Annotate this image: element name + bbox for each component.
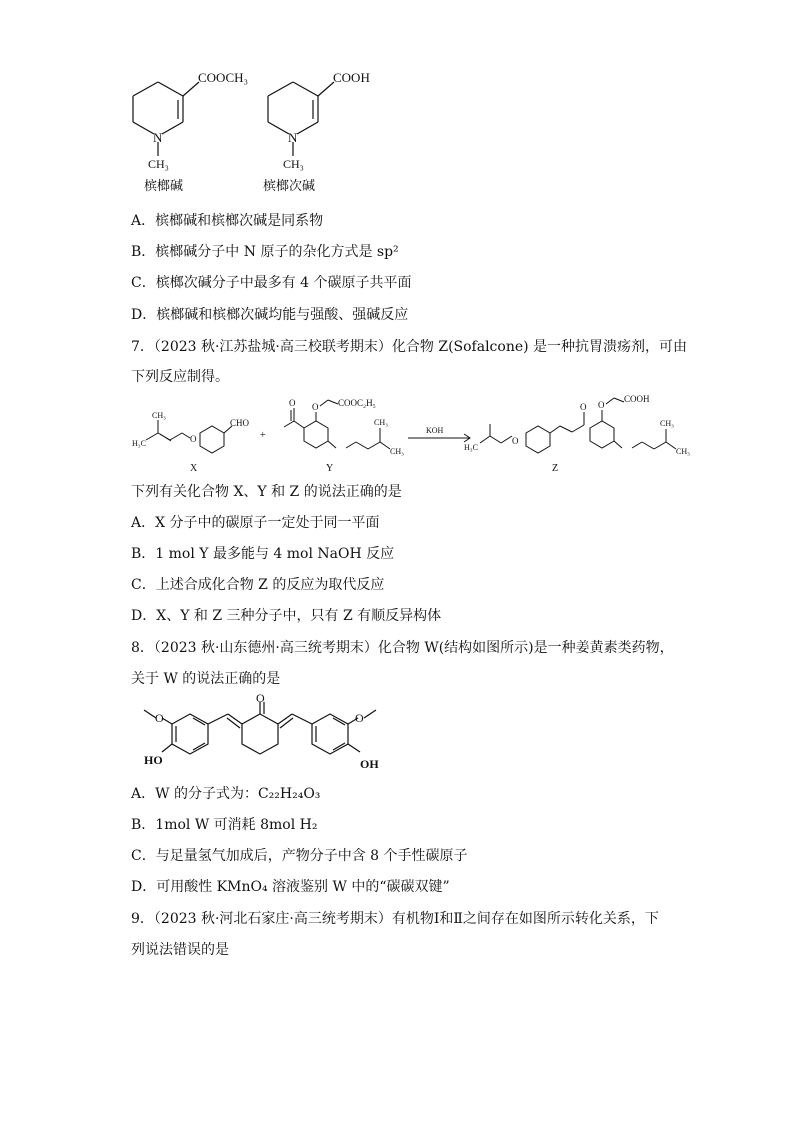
w-right-hydroxyl: OH	[360, 757, 379, 771]
y-ketone-oxygen: O	[289, 398, 296, 408]
z-h3c-label: H₃C	[464, 443, 478, 452]
q9-stem-line2: 列说法错误的是	[131, 942, 229, 958]
x-h3c-label: H₃C	[132, 439, 146, 448]
w-right-methoxy-oxygen: O	[355, 711, 364, 725]
w-left-methoxy-oxygen: O	[155, 711, 164, 725]
reaction-scheme	[128, 388, 698, 478]
z-ether-oxygen-top: O	[598, 400, 605, 410]
w-left-hydroxyl: HO	[144, 753, 163, 767]
arecaidine-acid-group: COOH	[333, 70, 370, 85]
q6-option-c: C．槟榔次碱分子中最多有 4 个碳原子共平面	[131, 275, 412, 291]
z-acid-group: COOH	[624, 394, 650, 404]
arecoline-ester-group: COOCH₃	[198, 70, 249, 85]
q8-option-c: C．与足量氢气加成后，产物分子中含 8 个手性碳原子	[131, 848, 468, 864]
z-compound-label: Z	[552, 463, 559, 474]
arecoline-structure	[120, 60, 400, 200]
q7-option-a: A．X 分子中的碳原子一定处于同一平面	[131, 515, 380, 531]
arecaidine-nitrogen: N	[288, 130, 298, 145]
q6-option-a: A．槟榔碱和槟榔次碱是同系物	[131, 213, 324, 229]
arecaidine-methyl: CH₃	[283, 157, 304, 171]
q7-question: 下列有关化合物 X、Y 和 Z 的说法正确的是	[131, 484, 402, 500]
q7-option-b: B．1 mol Y 最多能与 4 mol NaOH 反应	[131, 546, 395, 562]
x-oxygen-label: O	[190, 434, 197, 444]
q7-option-c: C．上述合成化合物 Z 的反应为取代反应	[131, 577, 385, 593]
y-ch3-top: CH₃	[374, 418, 388, 427]
q7-option-d: D．X、Y 和 Z 三种分子中，只有 Z 有顺反异构体	[131, 608, 442, 624]
q9-stem-line1: 9．（2023 秋·河北石家庄·高三统考期末）有机物Ⅰ和Ⅱ之间存在如图所示转化关系，下	[131, 911, 659, 927]
q8-stem-line1: 8．（2023 秋·山东德州·高三统考期末）化合物 W(结构如图所示)是一种姜黄素类药物，	[131, 640, 674, 656]
arecoline-nitrogen: N	[153, 130, 163, 145]
arecaidine-name: 槟榔次碱	[263, 178, 316, 193]
arecoline-name: 槟榔碱	[144, 178, 184, 193]
x-compound-label: X	[190, 463, 198, 474]
arecoline-methyl: CH₃	[148, 157, 169, 171]
q8-option-a: A．W 的分子式为：C₂₂H₂₄O₃	[131, 786, 321, 802]
x-ch3-label: CH₃	[152, 411, 166, 420]
q8-stem-line2: 关于 W 的说法正确的是	[131, 671, 281, 687]
y-ch3-bottom: CH₃	[390, 447, 404, 456]
z-ether-oxygen-left: O	[512, 436, 519, 446]
q7-stem-line2: 下列反应制得。	[131, 369, 229, 385]
q6-option-d: D．槟榔碱和槟榔次碱均能与强酸、强碱反应	[131, 307, 409, 323]
q8-option-d: D．可用酸性 KMnO₄ 溶液鉴别 W 中的“碳碳双键”	[131, 879, 450, 895]
w-ketone-oxygen: O	[256, 694, 265, 705]
q6-option-b: B．槟榔碱分子中 N 原子的杂化方式是 sp²	[131, 244, 399, 260]
z-ketone-oxygen: O	[580, 402, 587, 412]
z-ch3-bottom: CH₃	[676, 447, 690, 456]
y-compound-label: Y	[326, 463, 334, 474]
y-ether-oxygen: O	[312, 402, 319, 412]
q7-stem-line1: 7．（2023 秋·江苏盐城·高三校联考期末）化合物 Z(Sofalcone) 是一种抗胃溃疡剂，可由	[131, 339, 688, 355]
z-ch3-top: CH₃	[660, 419, 674, 428]
plus-sign: +	[260, 430, 266, 441]
q8-option-b: B．1mol W 可消耗 8mol H₂	[131, 817, 318, 833]
x-cho-label: CHO	[230, 418, 250, 428]
compound-w-structure	[132, 694, 402, 776]
y-ester-group: COOC₂H₅	[338, 398, 376, 408]
koh-reagent: KOH	[426, 426, 444, 435]
